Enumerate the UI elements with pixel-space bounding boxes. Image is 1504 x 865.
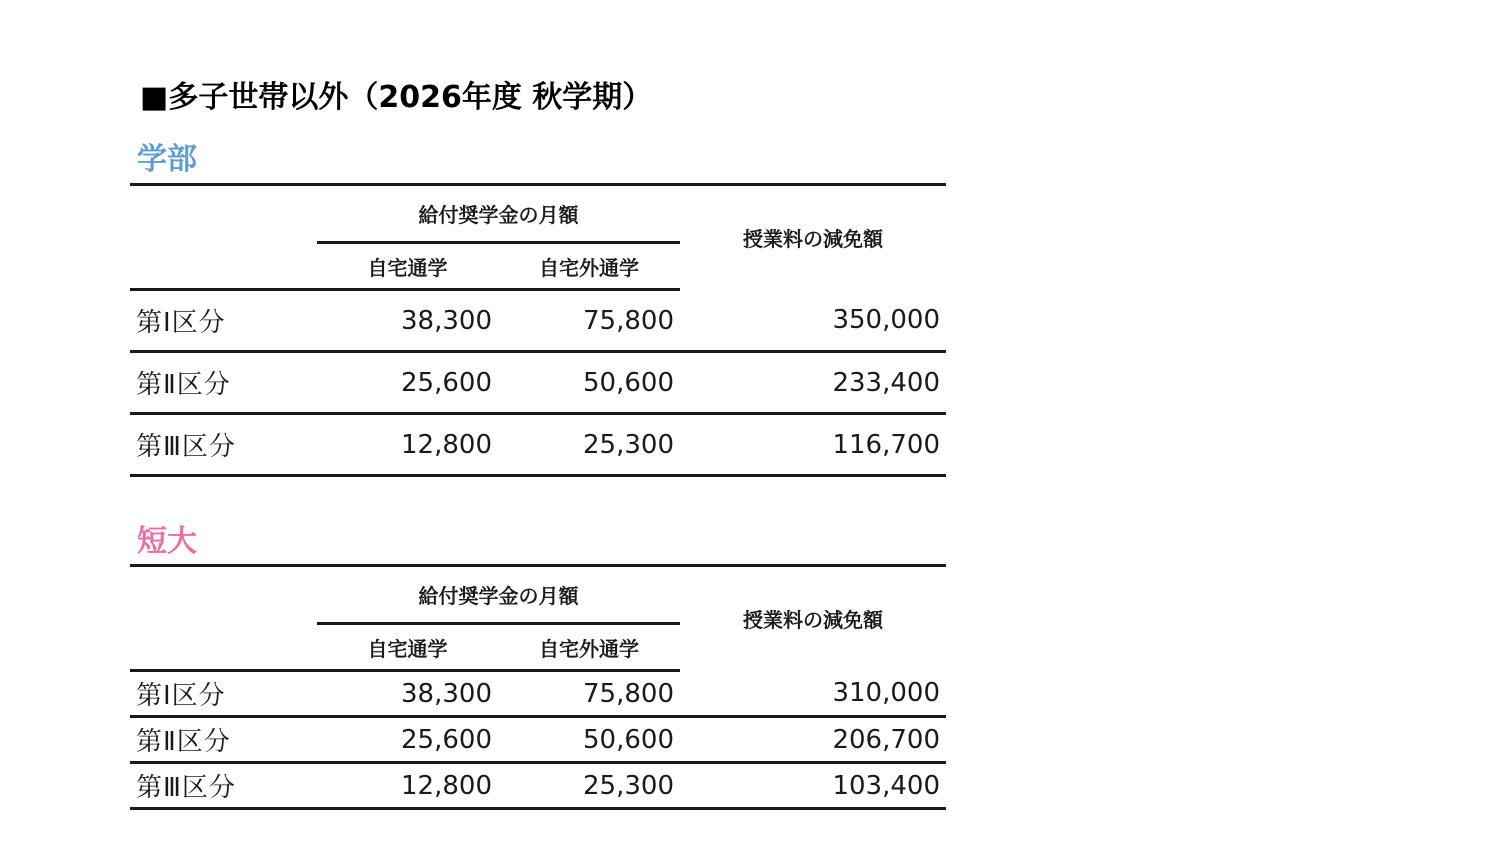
corner-cell: [130, 185, 317, 243]
home-amount: 12,800: [317, 414, 498, 476]
home-header: 自宅通学: [317, 624, 498, 671]
away-header: 自宅外通学: [498, 624, 680, 671]
home-amount: 25,600: [317, 717, 498, 763]
away-amount: 25,300: [498, 763, 680, 809]
away-amount: 50,600: [498, 352, 680, 414]
corner-cell-lower: [130, 624, 317, 671]
reduction-amount: 310,000: [680, 671, 946, 717]
away-amount: 25,300: [498, 414, 680, 476]
reduction-header: 授業料の減免額: [680, 566, 946, 671]
reduction-amount: 116,700: [680, 414, 946, 476]
row-label: 第Ⅰ区分: [130, 290, 317, 352]
section-title-tandai: 短大: [137, 524, 197, 559]
table-row: [130, 290, 946, 352]
reduction-amount: 233,400: [680, 352, 946, 414]
page-title: ■多子世帯以外（2026年度 秋学期）: [140, 80, 653, 115]
home-amount: 25,600: [317, 352, 498, 414]
tandai-fee-table: [130, 564, 946, 810]
away-amount: 75,800: [498, 671, 680, 717]
home-amount: 38,300: [317, 290, 498, 352]
home-amount: 12,800: [317, 763, 498, 809]
table-row: [130, 763, 946, 809]
section-title-gakubu: 学部: [137, 142, 197, 177]
away-amount: 50,600: [498, 717, 680, 763]
row-label: 第Ⅰ区分: [130, 671, 317, 717]
corner-cell-lower: [130, 243, 317, 290]
corner-cell: [130, 566, 317, 624]
table-row: [130, 414, 946, 476]
reduction-amount: 103,400: [680, 763, 946, 809]
row-label: 第Ⅱ区分: [130, 717, 317, 763]
table-row: [130, 717, 946, 763]
row-label: 第Ⅱ区分: [130, 352, 317, 414]
gakubu-fee-table: [130, 183, 946, 477]
table-row: [130, 671, 946, 717]
row-label: 第Ⅲ区分: [130, 763, 317, 809]
away-header: 自宅外通学: [498, 243, 680, 290]
table-row: [130, 352, 946, 414]
reduction-header: 授業料の減免額: [680, 185, 946, 290]
home-header: 自宅通学: [317, 243, 498, 290]
reduction-amount: 350,000: [680, 290, 946, 352]
home-amount: 38,300: [317, 671, 498, 717]
scholarship-group-header: 給付奨学金の月額: [317, 185, 680, 243]
away-amount: 75,800: [498, 290, 680, 352]
reduction-amount: 206,700: [680, 717, 946, 763]
row-label: 第Ⅲ区分: [130, 414, 317, 476]
scholarship-group-header: 給付奨学金の月額: [317, 566, 680, 624]
